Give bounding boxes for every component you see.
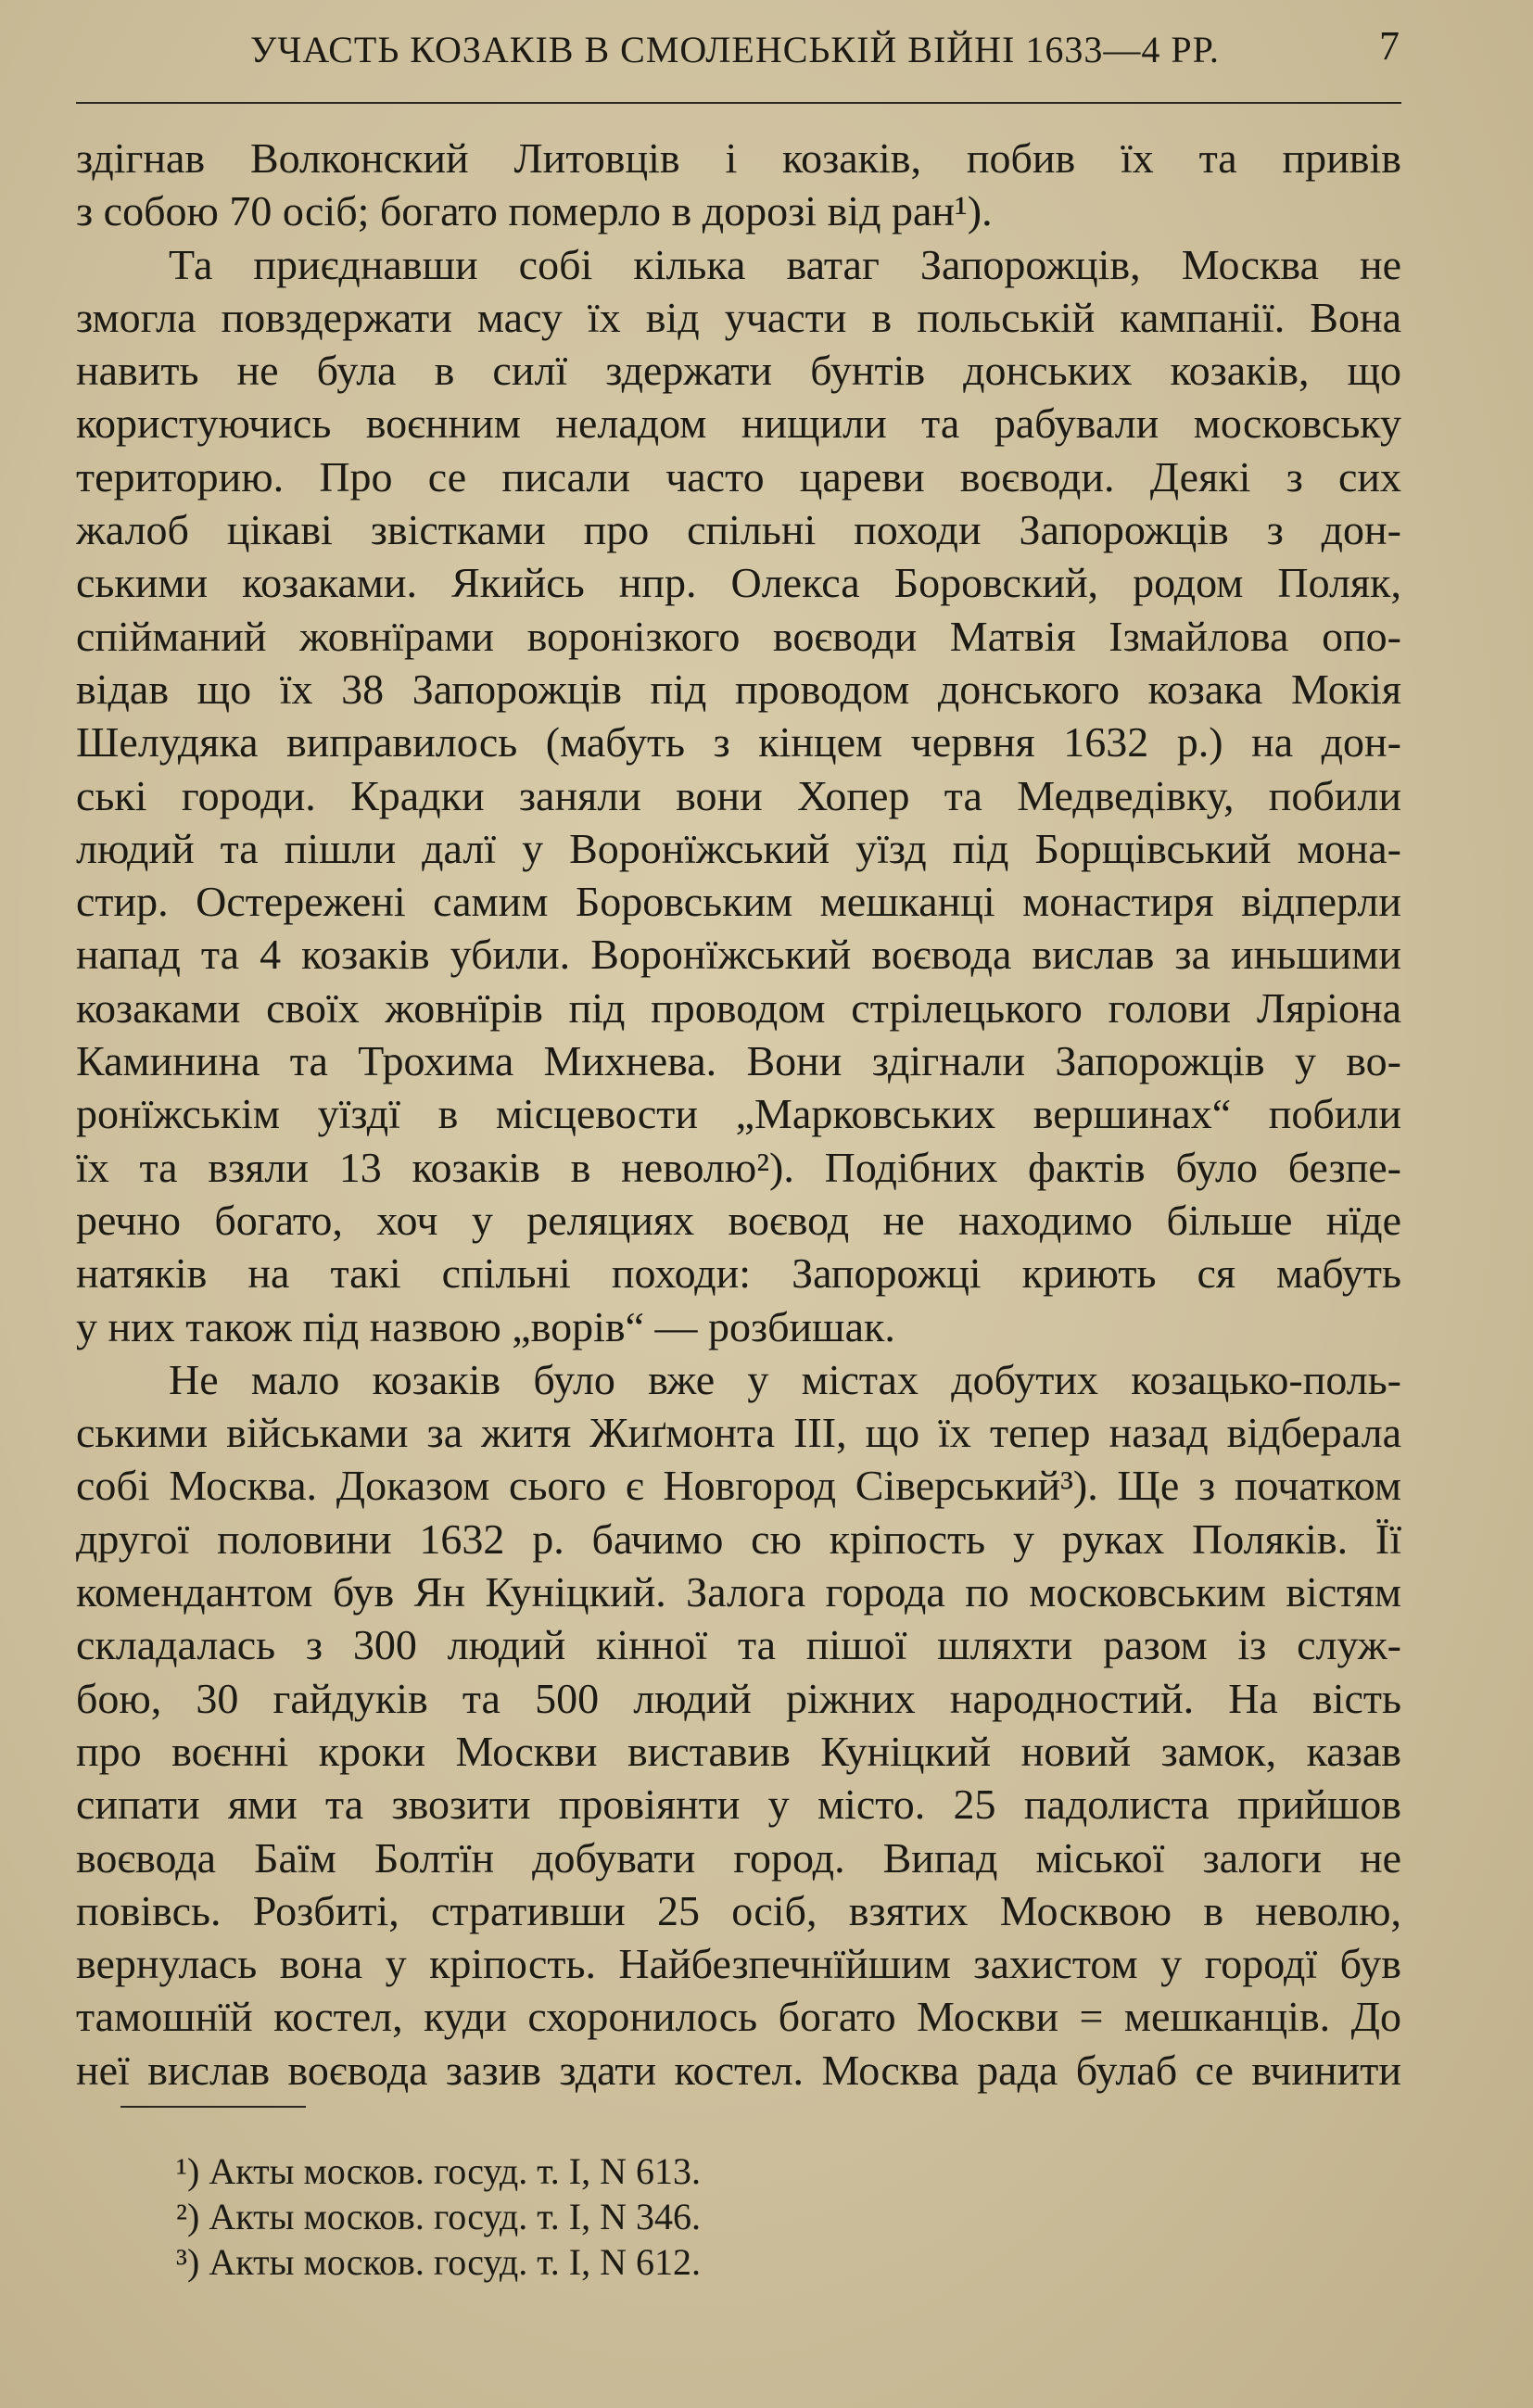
text-line: здігнав Волконский Литовців і козаків, побив їх та привів — [76, 134, 1401, 182]
text-line: відав що їх 38 Запорожців під проводом донського козака Мокія — [76, 665, 1401, 713]
footnote: ³) Акты москов. госуд. т. I, N 612. — [176, 2241, 701, 2283]
text-line: натяків на такі спільні походи: Запорожці криють ся мабуть — [76, 1249, 1401, 1298]
text-line: з собою 70 осіб; богато померло в дорозі від ран¹). — [76, 187, 993, 235]
text-line: змогла повздержати масу їх від участи в польській кампанії. Вона — [76, 293, 1401, 341]
text-line: комендантом був Ян Куніцкий. Залога города по московським вістям — [76, 1568, 1401, 1616]
footnote: ¹) Акты москов. госуд. т. I, N 613. — [176, 2150, 701, 2192]
text-line: у них також під назвою „ворів“ — розбишак. — [76, 1302, 895, 1350]
text-line: Не мало козаків було вже у містах добутих козацько-поль- — [169, 1355, 1401, 1403]
footnote: ²) Акты москов. госуд. т. I, N 346. — [176, 2196, 701, 2237]
running-head: УЧАСТЬ КОЗАКІВ В СМОЛЕНСЬКІЙ ВІЙНІ 1633—4 РР. — [250, 29, 1220, 70]
text-line: про воєнні кроки Москви виставив Куніцкий новий замок, казав — [76, 1727, 1401, 1775]
text-line: тамошнїй костел, куди схоронилось богато Москви = мешканців. До — [76, 1993, 1401, 2041]
text-line: вернулась вона у кріпость. Найбезпечнїйшим захистом у городї був — [76, 1940, 1401, 1988]
page-number: 7 — [1379, 23, 1400, 69]
text-line: їх та взяли 13 козаків в неволю²). Подібних фактів було безпе- — [76, 1143, 1401, 1191]
text-line: козаками своїх жовнїрів під проводом стрілецького голови Ляріона — [76, 983, 1401, 1032]
text-line: спійманий жовнїрами воронізкого воєводи Матвія Ізмайлова опо- — [76, 612, 1401, 660]
header-rule — [76, 102, 1401, 104]
text-line: повівсь. Розбиті, стративши 25 осіб, взятих Москвою в неволю, — [76, 1886, 1401, 1934]
text-line: користуючись воєнним неладом нищили та рабували московську — [76, 399, 1401, 448]
text-line: жалоб цікаві звістками про спільні походи Запорожців з дон- — [76, 506, 1401, 554]
footnote-rule — [120, 2106, 306, 2108]
text-line: ськими військами за житя Жиґмонта III, що їх тепер назад відберала — [76, 1409, 1401, 1457]
text-line: другої половини 1632 р. бачимо сю кріпость у руках Поляків. Її — [76, 1515, 1401, 1563]
footnotes — [176, 2148, 701, 2285]
text-line: Та приєднавши собі кілька ватаг Запорожців, Москва не — [169, 240, 1401, 288]
text-line: ськими козаками. Якийсь нпр. Олекса Боровский, родом Поляк, — [76, 559, 1401, 607]
text-line: речно богато, хоч у реляциях воєвод не находимо більше нїде — [76, 1196, 1401, 1244]
text-line: людий та пішли далї у Воронїжський уїзд під Борщівський мона- — [76, 824, 1401, 872]
text-line: собі Москва. Доказом сього є Новгород Сіверський³). Ще з початком — [76, 1462, 1401, 1510]
text-line: неї вислав воєвода зазив здати костел. Москва рада булаб се вчинити — [76, 2046, 1401, 2094]
text-line: складалась з 300 людий кінної та пішої шляхти разом із служ- — [76, 1621, 1401, 1669]
text-line: стир. Остережені самим Боровським мешканці монастиря відперли — [76, 878, 1401, 926]
text-line: сипати ями та звозити провіянти у місто. 25 падолиста прийшов — [76, 1781, 1401, 1829]
body-text — [76, 132, 1401, 2097]
text-line: ронїжськім уїздї в місцевости „Марковських вершинах“ побили — [76, 1090, 1401, 1138]
text-line: напад та 4 козаків убили. Воронїжський воєвода вислав за иньшими — [76, 931, 1401, 979]
text-line: Шелудяка виправилось (мабуть з кінцем червня 1632 р.) на дон- — [76, 718, 1401, 767]
text-line: ські городи. Крадки заняли вони Хопер та Медведівку, побили — [76, 771, 1401, 819]
text-line: територию. Про се писали часто цареви воєводи. Деякі з сих — [76, 452, 1401, 501]
text-line: воєвода Баїм Болтїн добувати город. Випад міської залоги не — [76, 1833, 1401, 1882]
text-line: Каминина та Трохима Михнева. Вони здігнали Запорожців у во- — [76, 1037, 1401, 1085]
text-line: навить не була в силї здержати бунтів донських козаків, що — [76, 347, 1401, 395]
text-line: бою, 30 гайдуків та 500 людий ріжних народностий. На вість — [76, 1674, 1401, 1722]
